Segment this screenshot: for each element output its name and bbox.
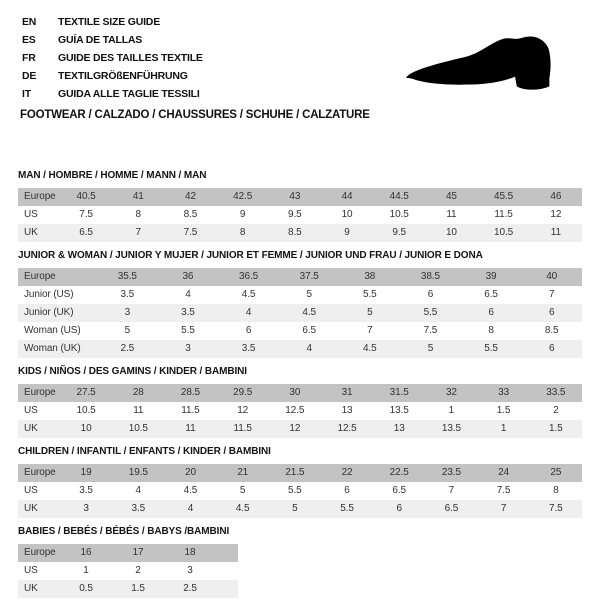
size-table: [18, 188, 582, 242]
size-value: 3.5: [120, 289, 135, 300]
size-value: 38: [364, 271, 376, 282]
size-value: 42: [185, 191, 196, 202]
category-title: FOOTWEAR / CALZADO / CHAUSSURES / SCHUHE / CALZATURE: [20, 109, 370, 121]
size-value: 7.5: [79, 209, 93, 220]
size-value: 6.5: [302, 325, 316, 336]
row-label: Europe: [24, 271, 56, 282]
size-value: 5.5: [340, 503, 354, 514]
size-value: 11: [446, 209, 457, 220]
size-value: 20: [185, 467, 196, 478]
size-row-junior-uk: [18, 304, 582, 322]
size-table-section: [18, 526, 582, 598]
size-value: 10: [445, 227, 457, 238]
size-value: 7: [135, 227, 142, 238]
size-row-woman-us: [18, 322, 582, 340]
size-value: 45.5: [494, 191, 514, 202]
size-value: 3: [83, 503, 89, 514]
size-value: 4.5: [363, 343, 377, 354]
size-value: 6.5: [484, 289, 498, 300]
size-value: 46: [550, 191, 562, 202]
size-value: 3.5: [181, 307, 195, 318]
size-value: 6: [245, 325, 252, 336]
row-label: Europe: [24, 387, 56, 398]
size-value: 19.5: [128, 467, 148, 478]
size-table-section: [18, 446, 582, 518]
size-row-europe: [18, 464, 582, 482]
size-row-europe: [18, 544, 238, 562]
size-value: 22: [341, 467, 353, 478]
language-row-es: [22, 31, 203, 49]
size-value: 12.5: [337, 423, 357, 434]
size-value: 12: [289, 423, 301, 434]
dress-shoe-icon: [400, 30, 572, 96]
size-value: 7: [367, 325, 373, 336]
size-value: 33.5: [546, 387, 566, 398]
size-value: 10.5: [389, 209, 409, 220]
size-value: 10.5: [494, 227, 514, 238]
row-label: Junior (US): [24, 289, 74, 300]
size-value: 10: [341, 209, 353, 220]
size-value: 2: [135, 565, 141, 576]
size-table-title: MAN / HOMBRE / HOMME / MANN / MAN: [18, 170, 207, 181]
size-value: 4: [306, 343, 312, 354]
language-row-en: [22, 13, 203, 31]
row-label: UK: [24, 503, 38, 514]
size-value: 13.5: [389, 405, 409, 416]
size-value: 13.5: [441, 423, 461, 434]
size-value: 5: [292, 503, 298, 514]
size-value: 30: [289, 387, 301, 398]
size-value: 19: [80, 467, 92, 478]
size-row-uk: [18, 580, 238, 598]
size-value: 5: [427, 343, 434, 354]
size-value: 5.5: [181, 325, 195, 336]
size-value: 10.5: [128, 423, 148, 434]
size-value: 8.5: [288, 227, 302, 238]
size-value: 4: [135, 485, 142, 496]
size-value: 42.5: [233, 191, 253, 202]
row-label: US: [24, 209, 38, 220]
size-row-uk: [18, 420, 582, 438]
size-value: 41: [132, 191, 144, 202]
size-value: 43: [289, 191, 301, 202]
size-row-us: [18, 402, 582, 420]
size-value: 36.5: [239, 271, 259, 282]
size-value: 8: [488, 325, 494, 336]
size-value: 40: [546, 271, 558, 282]
size-value: 7.5: [423, 325, 438, 336]
size-value: 9: [344, 227, 350, 238]
size-value: 2: [553, 405, 559, 416]
size-row-europe: [18, 384, 582, 402]
size-value: 5: [124, 325, 131, 336]
size-value: 0.5: [79, 583, 93, 594]
language-label: GUIDA ALLE TAGLIE TESSILI: [58, 88, 200, 100]
size-value: 4.5: [302, 307, 316, 318]
size-tables: [18, 170, 582, 598]
size-value: 6: [344, 485, 350, 496]
language-row-fr: [22, 49, 203, 67]
size-value: 4: [245, 307, 252, 318]
size-value: 5: [306, 289, 312, 300]
size-row-europe: [18, 268, 582, 286]
filler-cell: [216, 580, 238, 598]
language-row-it: [22, 85, 203, 103]
size-table-title: KIDS / NIÑOS / DES GAMINS / KINDER / BAMBINI: [18, 366, 247, 377]
size-value: 1.5: [131, 583, 145, 594]
size-value: 44.5: [389, 191, 409, 202]
size-table-section: [18, 250, 582, 358]
size-value: 5.5: [423, 307, 438, 318]
size-value: 7.5: [549, 503, 563, 514]
size-value: 12: [550, 209, 562, 220]
size-value: 8.5: [183, 209, 198, 220]
size-value: 33: [498, 387, 510, 398]
size-value: 1.5: [496, 405, 511, 416]
row-label: UK: [24, 423, 38, 434]
row-label: Junior (UK): [24, 307, 74, 318]
size-value: 7: [500, 503, 507, 514]
size-value: 13: [341, 405, 353, 416]
language-list: [22, 13, 203, 103]
language-row-de: [22, 67, 203, 85]
size-value: 7.5: [183, 227, 198, 238]
size-value: 21.5: [285, 467, 305, 478]
size-value: 17: [132, 547, 144, 558]
size-value: 7.5: [496, 485, 511, 496]
size-value: 11.5: [181, 405, 200, 416]
size-value: 3: [187, 565, 193, 576]
size-row-us: [18, 562, 238, 580]
size-value: 35.5: [117, 271, 137, 282]
size-value: 29.5: [233, 387, 253, 398]
size-value: 10: [80, 423, 92, 434]
row-label: US: [24, 565, 38, 576]
size-value: 5: [239, 485, 246, 496]
size-value: 44: [341, 191, 353, 202]
size-value: 9.5: [392, 227, 407, 238]
size-value: 3.5: [241, 343, 256, 354]
size-value: 6.5: [392, 485, 407, 496]
size-table: [18, 464, 582, 518]
size-value: 6: [396, 503, 402, 514]
size-value: 28.5: [180, 387, 200, 398]
size-table-title: CHILDREN / INFANTIL / ENFANTS / KINDER / BAMBINI: [18, 446, 271, 457]
filler-cell: [216, 544, 238, 562]
size-value: 3: [124, 307, 131, 318]
size-value: 6: [548, 307, 555, 318]
size-value: 9.5: [288, 209, 302, 220]
filler-cell: [216, 562, 238, 580]
size-value: 39: [485, 271, 497, 282]
size-table-section: [18, 170, 582, 242]
size-row-uk: [18, 500, 582, 518]
row-label: Europe: [24, 191, 56, 202]
size-row-us: [18, 206, 582, 224]
size-value: 11: [133, 405, 144, 416]
size-value: 5: [367, 307, 373, 318]
size-value: 27.5: [76, 387, 96, 398]
size-value: 45: [445, 191, 457, 202]
row-label: Woman (US): [24, 325, 81, 336]
size-table: [18, 268, 582, 358]
size-value: 36: [182, 271, 194, 282]
size-value: 1: [500, 423, 507, 434]
size-value: 7: [448, 485, 455, 496]
row-label: Europe: [24, 547, 56, 558]
size-value: 5.5: [484, 343, 498, 354]
size-value: 6: [548, 343, 555, 354]
size-value: 10.5: [76, 405, 96, 416]
size-value: 7: [548, 289, 555, 300]
size-value: 6.5: [444, 503, 459, 514]
size-value: 11: [185, 423, 196, 434]
row-label: Europe: [24, 467, 56, 478]
size-row-us: [18, 482, 582, 500]
size-value: 25: [550, 467, 562, 478]
size-value: 11: [550, 227, 561, 238]
size-value: 1.5: [549, 423, 563, 434]
size-value: 8: [553, 485, 559, 496]
size-value: 3.5: [131, 503, 146, 514]
size-value: 2.5: [120, 343, 135, 354]
size-value: 22.5: [389, 467, 409, 478]
size-value: 11.5: [494, 209, 513, 220]
size-row-junior-us: [18, 286, 582, 304]
size-row-woman-uk: [18, 340, 582, 358]
row-label: US: [24, 405, 38, 416]
size-value: 4.5: [235, 503, 250, 514]
size-value: 12: [237, 405, 249, 416]
size-value: 6: [427, 289, 434, 300]
size-value: 6.5: [79, 227, 93, 238]
language-code: DE: [22, 70, 37, 82]
row-label: UK: [24, 227, 38, 238]
language-code: FR: [22, 52, 36, 64]
size-value: 3: [185, 343, 191, 354]
row-label: UK: [24, 583, 38, 594]
size-value: 32: [445, 387, 457, 398]
size-table: [18, 544, 238, 598]
size-value: 40.5: [76, 191, 96, 202]
size-value: 8: [135, 209, 142, 220]
size-value: 2.5: [183, 583, 197, 594]
size-value: 16: [80, 547, 92, 558]
size-value: 31: [341, 387, 353, 398]
language-code: IT: [22, 88, 31, 100]
size-value: 4: [185, 289, 191, 300]
row-label: Woman (UK): [24, 343, 81, 354]
size-value: 3.5: [79, 485, 93, 496]
language-label: GUIDE DES TAILLES TEXTILE: [58, 52, 203, 64]
size-value: 24: [498, 467, 510, 478]
size-value: 12.5: [285, 405, 305, 416]
size-table-title: JUNIOR & WOMAN / JUNIOR Y MUJER / JUNIOR ET FEMME / JUNIOR UND FRAU / JUNIOR E DONA: [18, 250, 483, 261]
size-row-uk: [18, 224, 582, 242]
size-value: 23.5: [441, 467, 461, 478]
size-value: 4.5: [183, 485, 198, 496]
size-value: 5.5: [363, 289, 377, 300]
row-label: US: [24, 485, 38, 496]
size-value: 4: [187, 503, 194, 514]
size-table-title: BABIES / BEBÉS / BÉBÉS / BABYS /BAMBINI: [18, 526, 230, 537]
size-value: 1: [83, 565, 89, 576]
size-row-europe: [18, 188, 582, 206]
language-code: ES: [22, 34, 36, 46]
size-value: 11.5: [233, 423, 252, 434]
size-value: 8.5: [544, 325, 559, 336]
size-table: [18, 384, 582, 438]
size-value: 18: [184, 547, 196, 558]
language-label: GUÍA DE TALLAS: [58, 34, 143, 46]
language-label: TEXTILGRÖßENFÜHRUNG: [58, 70, 188, 82]
size-value: 1: [448, 405, 455, 416]
language-label: TEXTILE SIZE GUIDE: [58, 16, 160, 28]
size-value: 37.5: [299, 271, 319, 282]
size-value: 38.5: [420, 271, 440, 282]
size-value: 5.5: [288, 485, 302, 496]
size-value: 21: [237, 467, 249, 478]
language-code: EN: [22, 16, 37, 28]
size-value: 13: [393, 423, 405, 434]
size-value: 4.5: [241, 289, 256, 300]
size-value: 8: [239, 227, 246, 238]
size-value: 28: [132, 387, 144, 398]
size-value: 9: [239, 209, 246, 220]
size-value: 6: [488, 307, 494, 318]
size-table-section: [18, 366, 582, 438]
size-value: 31.5: [389, 387, 409, 398]
